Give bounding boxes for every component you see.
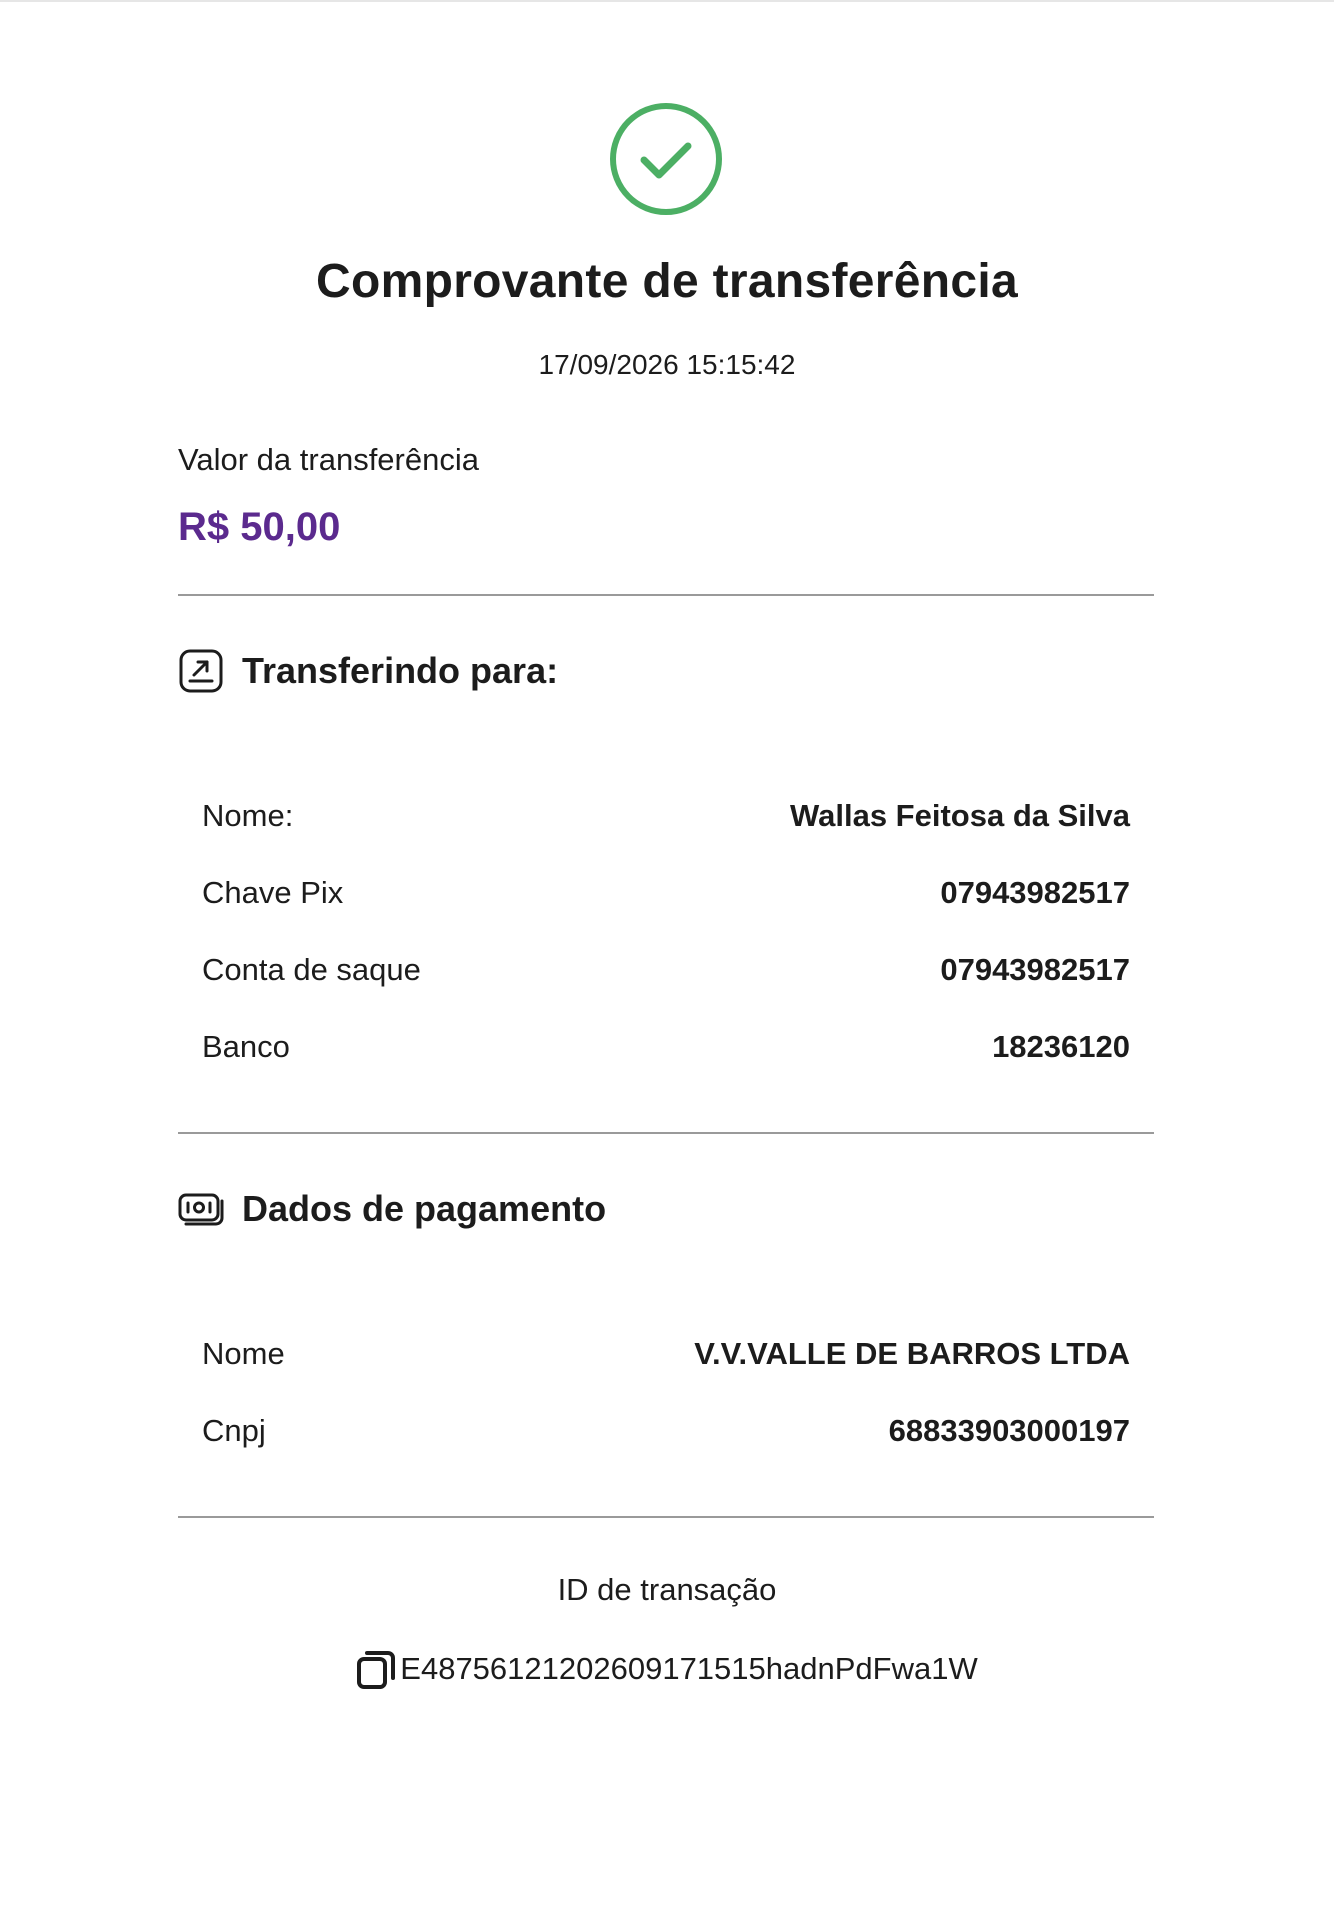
transfer-out-icon <box>178 648 224 694</box>
row-label: Cnpj <box>202 1413 266 1448</box>
transaction-id-label: ID de transação <box>557 1572 777 1607</box>
transfer-datetime: 17/09/2026 15:15:42 <box>538 349 796 380</box>
divider <box>178 1516 1154 1518</box>
row-value: 18236120 <box>992 1029 1130 1064</box>
copy-icon[interactable] <box>356 1648 396 1690</box>
row-label: Banco <box>202 1029 290 1064</box>
row-label: Chave Pix <box>202 875 344 910</box>
recipient-row-account <box>202 950 1130 990</box>
payer-row-cnpj <box>202 1411 1130 1451</box>
payer-section-header <box>178 1184 606 1234</box>
row-value: 07943982517 <box>940 875 1130 910</box>
page-title: Comprovante de transferência <box>316 255 1018 308</box>
row-value: Wallas Feitosa da Silva <box>790 798 1130 833</box>
recipient-section-title: Transferindo para: <box>242 650 559 691</box>
amount-value: R$ 50,00 <box>178 505 341 549</box>
transaction-id-value: E48756121202609171515hadnPdFwa1W <box>400 1651 978 1686</box>
row-label: Nome: <box>202 798 294 833</box>
row-value: 07943982517 <box>940 952 1130 987</box>
row-label: Nome <box>202 1336 285 1371</box>
recipient-row-name <box>202 796 1130 836</box>
money-bill-icon <box>178 1186 224 1232</box>
amount-label: Valor da transferência <box>178 442 479 477</box>
check-circle-icon <box>609 102 723 216</box>
divider <box>178 594 1154 596</box>
payer-row-name <box>202 1334 1130 1374</box>
recipient-row-pix-key <box>202 873 1130 913</box>
row-value: 68833903000197 <box>888 1413 1130 1448</box>
recipient-row-bank <box>202 1027 1130 1067</box>
payer-section-title: Dados de pagamento <box>242 1188 607 1229</box>
divider <box>178 1132 1154 1134</box>
row-value: V.V.VALLE DE BARROS LTDA <box>694 1336 1130 1371</box>
row-label: Conta de saque <box>202 952 421 987</box>
recipient-section-header <box>178 646 558 696</box>
transaction-id-row[interactable] <box>0 1648 1334 1690</box>
